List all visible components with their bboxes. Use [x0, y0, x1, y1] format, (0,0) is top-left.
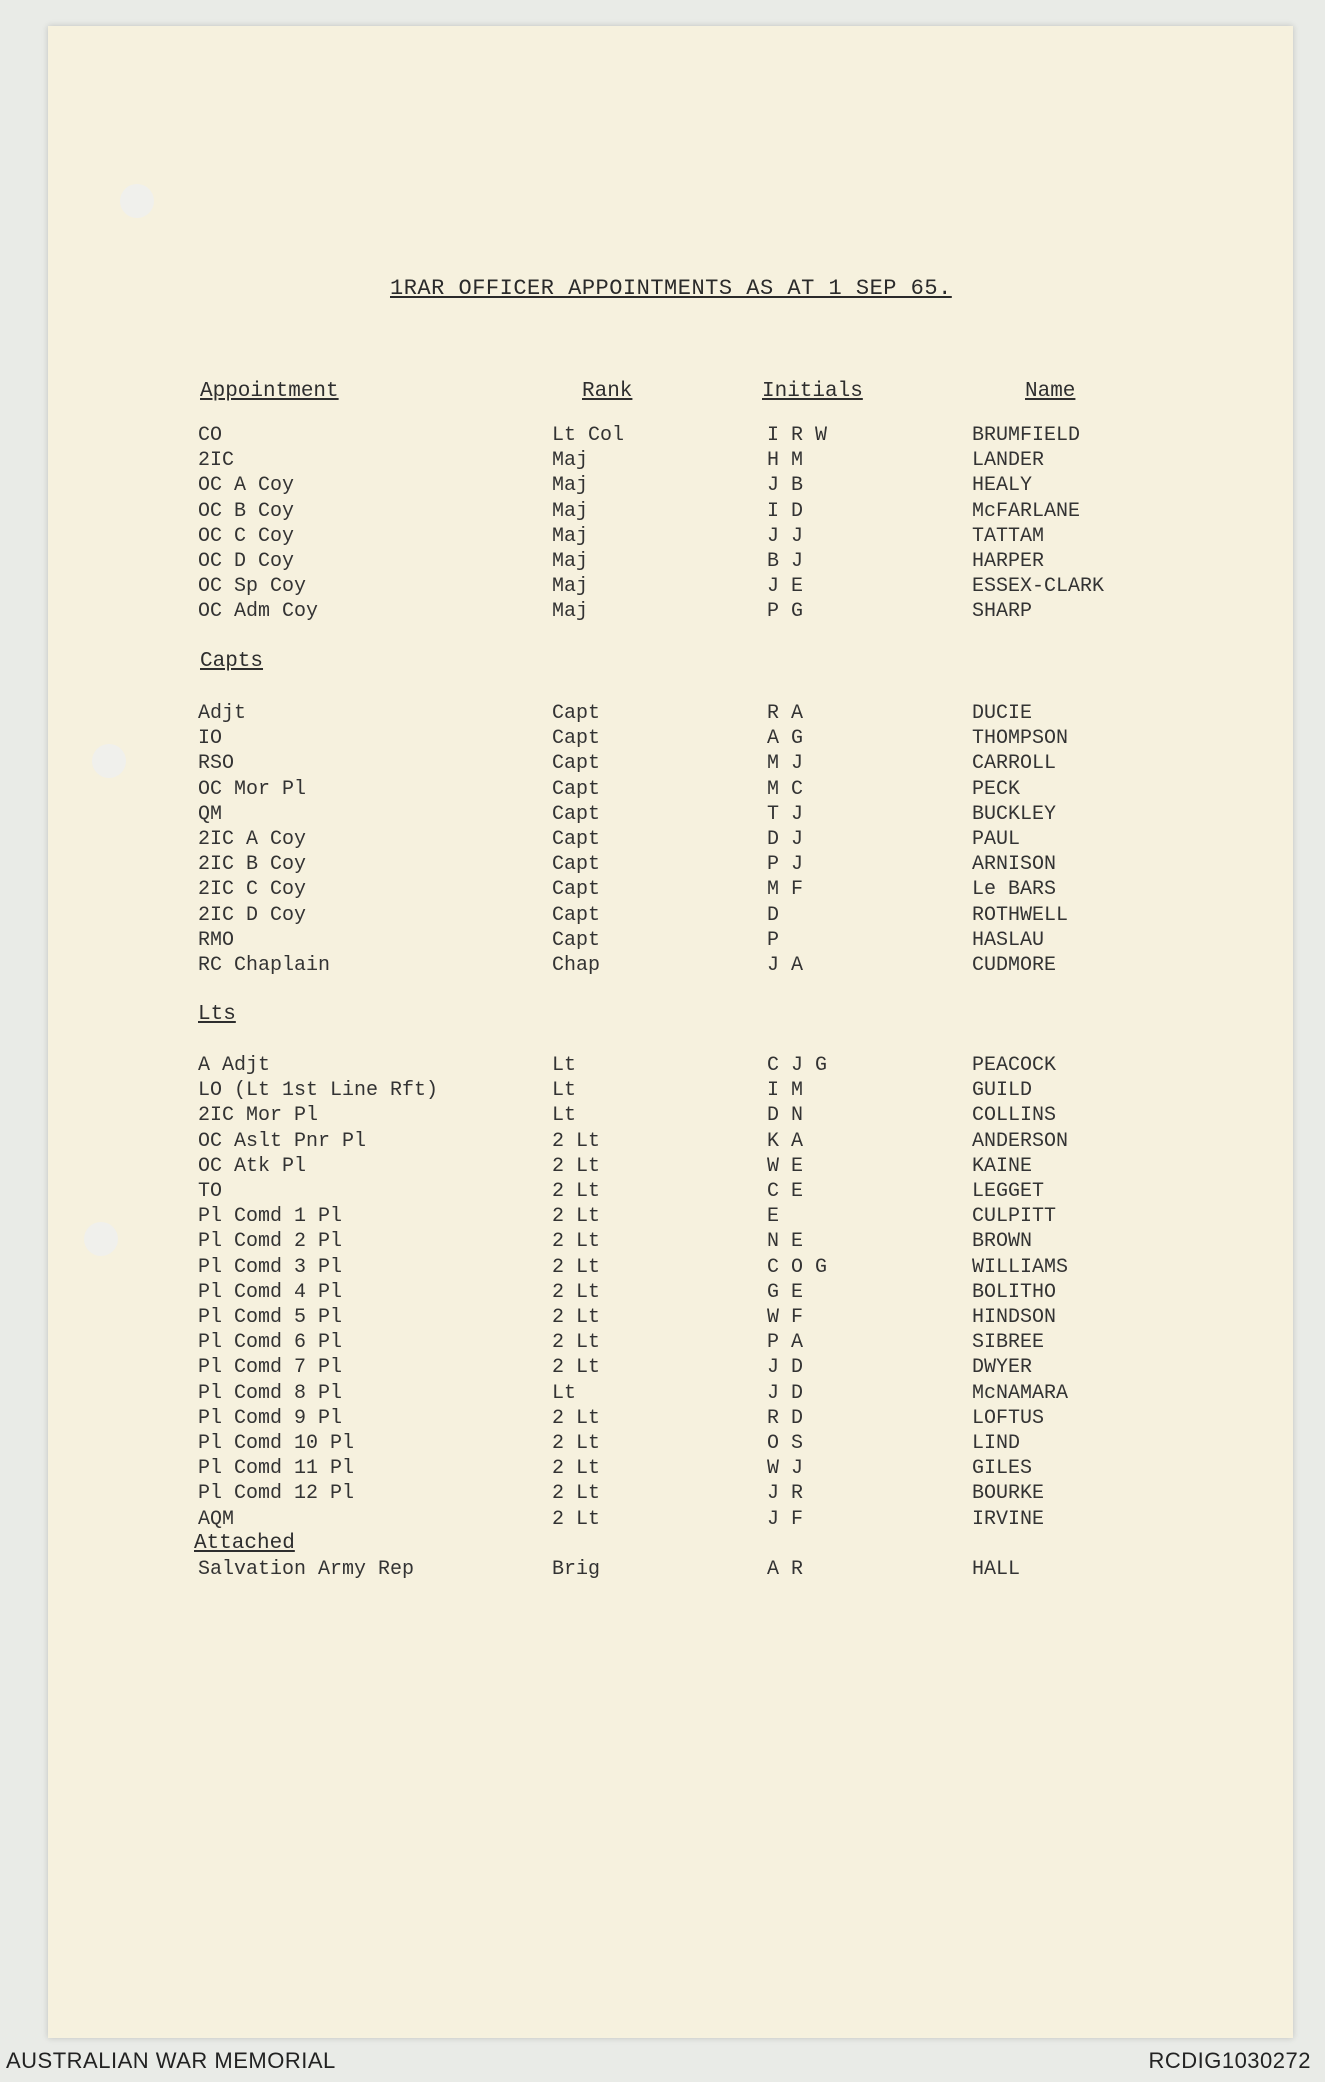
name-cell: CULPITT [972, 1205, 1057, 1229]
initials-cell: H M [767, 449, 804, 473]
appointment-cell: AQM [198, 1507, 235, 1531]
initials-cell: M C [767, 777, 804, 801]
rank-cell: Capt [552, 878, 601, 902]
rank-cell: Brig [552, 1558, 601, 1581]
table-row [0, 1054, 1325, 1079]
appointment-cell: 2IC D Coy [198, 903, 307, 927]
rank-cell: Capt [552, 777, 601, 801]
rank-cell: Lt [552, 1104, 577, 1128]
rank-cell: 2 Lt [552, 1180, 601, 1203]
name-cell: GUILD [972, 1079, 1033, 1103]
column-header-appointment: Appointment [200, 380, 339, 403]
initials-cell: E [767, 1205, 780, 1229]
rank-cell: Maj [552, 449, 589, 473]
appointment-cell: OC Atk Pl [198, 1154, 307, 1178]
appointment-cell: TO [198, 1180, 223, 1203]
document-page [48, 26, 1293, 2038]
appointment-cell: Pl Comd 9 Pl [198, 1406, 343, 1430]
name-cell: DWYER [972, 1356, 1033, 1380]
initials-cell: J J [767, 524, 804, 548]
rank-cell: 2 Lt [552, 1406, 601, 1430]
table-row [0, 702, 1325, 727]
rank-cell: Capt [552, 853, 601, 877]
table-row [0, 500, 1325, 525]
name-cell: LIND [972, 1432, 1021, 1455]
initials-cell: J E [767, 575, 804, 599]
table-row [0, 1508, 1325, 1533]
rank-cell: 2 Lt [552, 1129, 601, 1153]
table-row [0, 550, 1325, 575]
table-row [0, 1230, 1325, 1255]
name-cell: BUCKLEY [972, 802, 1057, 826]
initials-cell: W J [767, 1457, 804, 1481]
table-row [0, 1130, 1325, 1155]
table-row [0, 727, 1325, 752]
table-row [0, 752, 1325, 777]
appointment-cell: Pl Comd 7 Pl [198, 1356, 343, 1380]
name-cell: ARNISON [972, 853, 1057, 877]
name-cell: ANDERSON [972, 1129, 1069, 1153]
name-cell: Le BARS [972, 878, 1057, 902]
initials-cell: N E [767, 1230, 804, 1254]
initials-cell: J D [767, 1356, 804, 1380]
rank-cell: Lt [552, 1054, 577, 1077]
initials-cell: M J [767, 752, 804, 776]
rank-cell: Maj [552, 524, 589, 548]
name-cell: PEACOCK [972, 1054, 1057, 1077]
name-cell: WILLIAMS [972, 1255, 1069, 1279]
rank-cell: Lt Col [552, 424, 625, 447]
appointment-cell: Pl Comd 3 Pl [198, 1255, 343, 1279]
initials-cell: A G [767, 727, 804, 751]
name-cell: HASLAU [972, 928, 1045, 952]
rank-cell: Capt [552, 752, 601, 776]
initials-cell: W E [767, 1154, 804, 1178]
rank-cell: Capt [552, 702, 601, 725]
section-heading-capts: Capts [200, 650, 264, 673]
rank-cell: 2 Lt [552, 1482, 601, 1506]
table-row [0, 904, 1325, 929]
name-cell: SHARP [972, 600, 1033, 624]
appointment-cell: CO [198, 424, 223, 447]
table-row [0, 929, 1325, 954]
appointment-cell: RSO [198, 752, 235, 776]
name-cell: DUCIE [972, 702, 1033, 725]
rank-cell: Capt [552, 903, 601, 927]
table-row [0, 1407, 1325, 1432]
rank-cell: Capt [552, 727, 601, 751]
name-cell: THOMPSON [972, 727, 1069, 751]
name-cell: BOLITHO [972, 1280, 1057, 1304]
initials-cell: C O G [767, 1255, 828, 1279]
appointment-cell: 2IC A Coy [198, 828, 307, 851]
initials-cell: G E [767, 1280, 804, 1304]
initials-cell: O S [767, 1432, 804, 1455]
rank-cell: Capt [552, 802, 601, 826]
rank-cell: 2 Lt [552, 1280, 601, 1304]
document-title: 1RAR OFFICER APPOINTMENTS AS AT 1 SEP 65. [390, 276, 952, 301]
appointment-cell: A Adjt [198, 1054, 271, 1077]
footer-reference-code: RCDIG1030272 [1148, 2048, 1311, 2073]
name-cell: PAUL [972, 828, 1021, 851]
initials-cell: J R [767, 1482, 804, 1506]
initials-cell: M F [767, 878, 804, 902]
punch-hole [120, 184, 154, 218]
table-row [0, 1180, 1325, 1205]
rank-cell: Maj [552, 550, 589, 573]
table-row [0, 1079, 1325, 1104]
rank-cell: Maj [552, 575, 589, 599]
table-row [0, 1256, 1325, 1281]
column-header-name: Name [1025, 380, 1076, 403]
column-header-rank: Rank [582, 380, 633, 403]
rank-cell: Lt [552, 1381, 577, 1405]
appointment-cell: OC D Coy [198, 550, 295, 573]
name-cell: HALL [972, 1558, 1021, 1581]
initials-cell: J D [767, 1381, 804, 1405]
table-row [0, 853, 1325, 878]
initials-cell: I M [767, 1079, 804, 1103]
column-header-initials: Initials [762, 380, 863, 403]
table-row [0, 1558, 1325, 1583]
rank-cell: Maj [552, 499, 589, 523]
appointment-cell: 2IC B Coy [198, 853, 307, 877]
appointment-cell: Pl Comd 1 Pl [198, 1205, 343, 1229]
initials-cell: R D [767, 1406, 804, 1430]
name-cell: COLLINS [972, 1104, 1057, 1128]
table-row [0, 1281, 1325, 1306]
appointment-cell: 2IC [198, 449, 235, 473]
section-heading-attached: Attached [194, 1532, 295, 1555]
table-row [0, 954, 1325, 979]
rank-cell: Chap [552, 954, 601, 977]
initials-cell: P G [767, 600, 804, 624]
rank-cell: Lt [552, 1079, 577, 1103]
appointment-cell: LO (Lt 1st Line Rft) [198, 1079, 439, 1103]
rank-cell: 2 Lt [552, 1205, 601, 1229]
rank-cell: 2 Lt [552, 1356, 601, 1380]
initials-cell: P J [767, 853, 804, 877]
table-row [0, 1482, 1325, 1507]
appointment-cell: OC Aslt Pnr Pl [198, 1129, 367, 1153]
initials-cell: P [767, 928, 780, 952]
name-cell: HINDSON [972, 1306, 1057, 1329]
table-row [0, 778, 1325, 803]
appointment-cell: Pl Comd 8 Pl [198, 1381, 343, 1405]
appointment-cell: QM [198, 802, 223, 826]
appointment-cell: Pl Comd 5 Pl [198, 1306, 343, 1329]
table-row [0, 1457, 1325, 1482]
rank-cell: Maj [552, 600, 589, 624]
appointment-cell: IO [198, 727, 223, 751]
appointment-cell: RMO [198, 928, 235, 952]
rank-cell: 2 Lt [552, 1331, 601, 1355]
name-cell: BROWN [972, 1230, 1033, 1254]
table-row [0, 449, 1325, 474]
table-row [0, 1155, 1325, 1180]
appointment-cell: 2IC Mor Pl [198, 1104, 319, 1128]
table-row [0, 525, 1325, 550]
appointment-cell: Adjt [198, 702, 247, 725]
table-row [0, 803, 1325, 828]
table-row [0, 474, 1325, 499]
rank-cell: 2 Lt [552, 1432, 601, 1455]
initials-cell: J A [767, 954, 804, 977]
table-row [0, 1356, 1325, 1381]
initials-cell: D N [767, 1104, 804, 1128]
rank-cell: 2 Lt [552, 1255, 601, 1279]
appointment-cell: Pl Comd 6 Pl [198, 1331, 343, 1355]
name-cell: McNAMARA [972, 1381, 1069, 1405]
appointment-cell: Salvation Army Rep [198, 1558, 415, 1581]
initials-cell: T J [767, 802, 804, 826]
rank-cell: 2 Lt [552, 1154, 601, 1178]
appointment-cell: RC Chaplain [198, 954, 331, 977]
name-cell: ROTHWELL [972, 903, 1069, 927]
initials-cell: K A [767, 1129, 804, 1153]
rank-cell: Maj [552, 474, 589, 498]
name-cell: KAINE [972, 1154, 1033, 1178]
section-heading-lts: Lts [198, 1003, 236, 1026]
appointment-cell: OC B Coy [198, 499, 295, 523]
table-row [0, 424, 1325, 449]
appointment-cell: OC Sp Coy [198, 575, 307, 599]
name-cell: SIBREE [972, 1331, 1045, 1355]
initials-cell: J F [767, 1507, 804, 1531]
rank-cell: Capt [552, 928, 601, 952]
name-cell: ESSEX-CLARK [972, 575, 1105, 599]
initials-cell: I R W [767, 424, 828, 447]
table-row [0, 828, 1325, 853]
rank-cell: 2 Lt [552, 1457, 601, 1481]
initials-cell: W F [767, 1306, 804, 1329]
initials-cell: R A [767, 702, 804, 725]
appointment-cell: Pl Comd 4 Pl [198, 1280, 343, 1304]
name-cell: TATTAM [972, 524, 1045, 548]
name-cell: LEGGET [972, 1180, 1045, 1203]
initials-cell: J B [767, 474, 804, 498]
appointment-cell: Pl Comd 2 Pl [198, 1230, 343, 1254]
name-cell: IRVINE [972, 1507, 1045, 1531]
appointment-cell: Pl Comd 11 Pl [198, 1457, 355, 1481]
table-row [0, 1432, 1325, 1457]
name-cell: HEALY [972, 474, 1033, 498]
name-cell: LANDER [972, 449, 1045, 473]
name-cell: BRUMFIELD [972, 424, 1081, 447]
rank-cell: Capt [552, 828, 601, 851]
table-row [0, 1306, 1325, 1331]
name-cell: CUDMORE [972, 954, 1057, 977]
table-row [0, 575, 1325, 600]
initials-cell: D [767, 903, 780, 927]
table-row [0, 878, 1325, 903]
table-row [0, 1205, 1325, 1230]
appointment-cell: OC C Coy [198, 524, 295, 548]
initials-cell: C E [767, 1180, 804, 1203]
name-cell: CARROLL [972, 752, 1057, 776]
table-row [0, 600, 1325, 625]
appointment-cell: Pl Comd 10 Pl [198, 1432, 355, 1455]
name-cell: PECK [972, 777, 1021, 801]
appointment-cell: OC Mor Pl [198, 777, 307, 801]
table-row [0, 1104, 1325, 1129]
name-cell: HARPER [972, 550, 1045, 573]
initials-cell: C J G [767, 1054, 828, 1077]
rank-cell: 2 Lt [552, 1230, 601, 1254]
name-cell: GILES [972, 1457, 1033, 1481]
table-row [0, 1382, 1325, 1407]
appointment-cell: OC Adm Coy [198, 600, 319, 624]
appointment-cell: Pl Comd 12 Pl [198, 1482, 355, 1506]
appointment-cell: 2IC C Coy [198, 878, 307, 902]
table-row [0, 1331, 1325, 1356]
appointment-cell: OC A Coy [198, 474, 295, 498]
name-cell: BOURKE [972, 1482, 1045, 1506]
initials-cell: B J [767, 550, 804, 573]
rank-cell: 2 Lt [552, 1507, 601, 1531]
footer-institution: AUSTRALIAN WAR MEMORIAL [6, 2048, 336, 2073]
initials-cell: I D [767, 499, 804, 523]
initials-cell: D J [767, 828, 804, 851]
name-cell: McFARLANE [972, 499, 1081, 523]
initials-cell: A R [767, 1558, 804, 1581]
name-cell: LOFTUS [972, 1406, 1045, 1430]
initials-cell: P A [767, 1331, 804, 1355]
rank-cell: 2 Lt [552, 1306, 601, 1329]
